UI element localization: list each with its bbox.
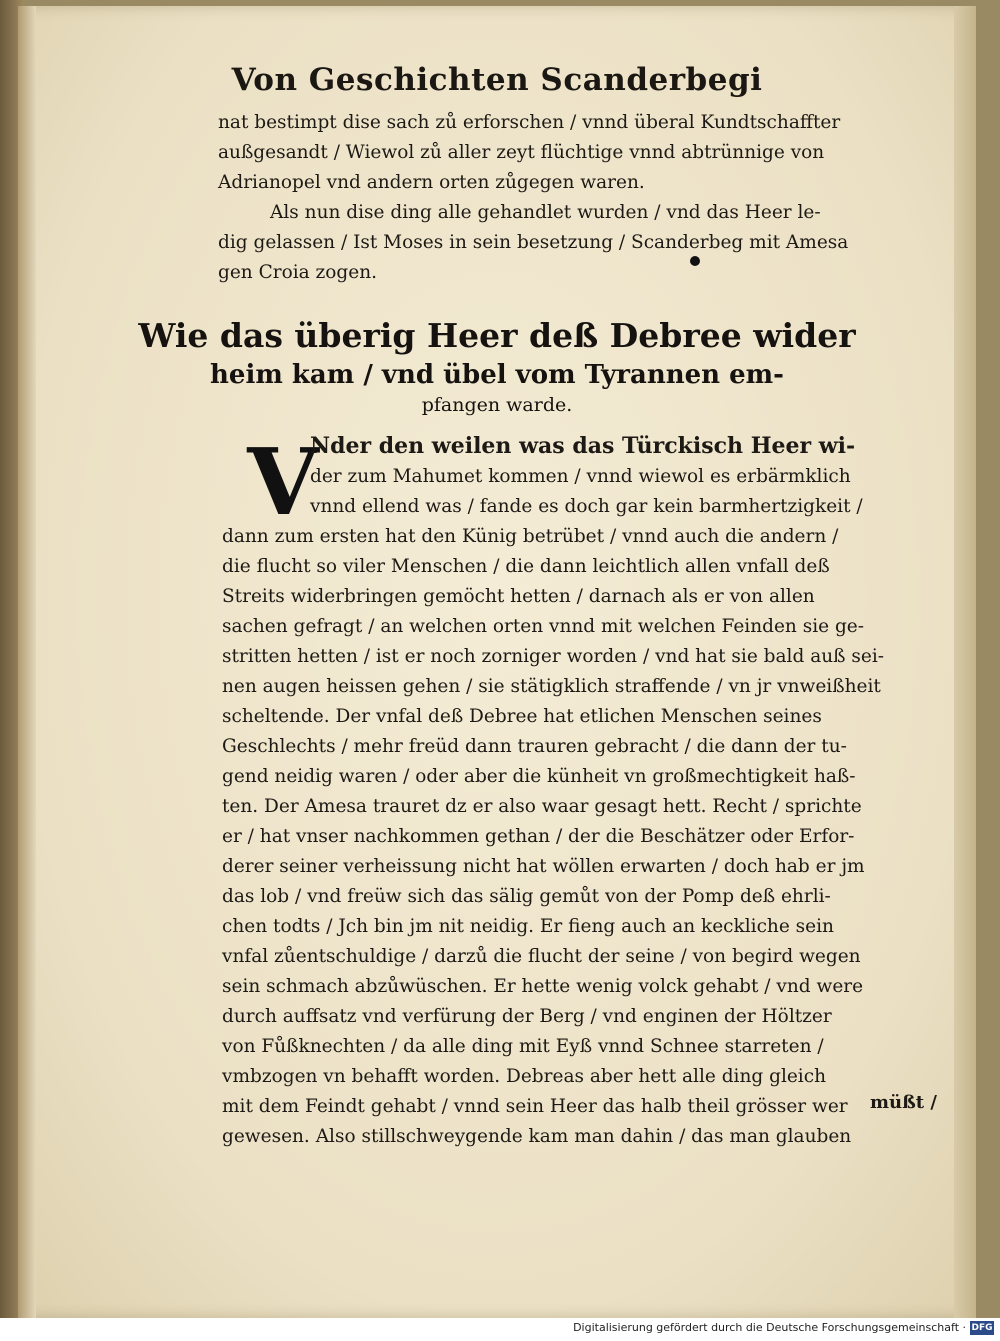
drop-cap-initial: V bbox=[247, 428, 319, 536]
text-line: sein schmach abzůwüschen. Er hette wenig volck gehabt / vnd were bbox=[222, 976, 864, 997]
text-line: nat bestimpt dise sach zů erforschen / vnnd überal Kundtschaffter bbox=[218, 112, 841, 133]
text-line: ten. Der Amesa trauret dz er also waar gesagt hett. Recht / sprichte bbox=[222, 796, 862, 817]
text-line: vmbzogen vn behafft worden. Debreas aber hett alle ding gleich bbox=[222, 1066, 826, 1087]
dfg-logo: DFG bbox=[971, 1323, 993, 1333]
text-line: das lob / vnd freüw sich das sälig gemůt von der Pomp deß ehrli- bbox=[222, 886, 831, 907]
text-line-first: Nder den weilen was das Türckisch Heer wi- bbox=[310, 433, 856, 459]
text-line: nen augen heissen gehen / sie stätigklich straffende / vn jr vnweißheit bbox=[222, 676, 881, 697]
text-line: dig gelassen / Ist Moses in sein besetzung / Scanderbeg mit Amesa bbox=[218, 232, 849, 253]
text-line: gen Croia zogen. bbox=[218, 262, 378, 283]
top-paragraph bbox=[218, 108, 918, 288]
heading-line-3: pfangen warde. bbox=[421, 394, 573, 416]
text-line: mit dem Feindt gehabt / vnnd sein Heer das halb theil grösser wer bbox=[222, 1096, 848, 1117]
page-edge bbox=[954, 6, 976, 1318]
funding-credit: Digitalisierung gefördert durch die Deutsche Forschungsgemeinschaft · bbox=[573, 1321, 966, 1334]
page-gutter bbox=[18, 6, 36, 1318]
chapter-heading bbox=[18, 314, 976, 418]
text-line: gewesen. Also stillschweygende kam man dahin / das man glauben bbox=[222, 1126, 852, 1147]
text-line: Adrianopel vnd andern orten zůgegen waren. bbox=[218, 172, 645, 193]
heading-line-2: heim kam / vnd übel vom Tyrannen em- bbox=[210, 360, 784, 390]
text-line: derer seiner verheissung nicht hat wöllen erwarten / doch hab er jm bbox=[222, 856, 865, 877]
text-line: Streits widerbringen gemöcht hetten / darnach als er von allen bbox=[222, 586, 815, 607]
text-line: vnnd ellend was / fande es doch gar kein barmhertzigkeit / bbox=[310, 496, 863, 517]
text-line: vnfal zůentschuldige / darzů die flucht der seine / von begird wegen bbox=[222, 946, 861, 967]
text-line: er / hat vnser nachkommen gethan / der die Beschätzer oder Erfor- bbox=[222, 826, 855, 847]
text-line: die flucht so viler Menschen / die dann leichtlich allen vnfall deß bbox=[222, 556, 830, 577]
text-line: Als nun dise ding alle gehandlet wurden / vnd das Heer le- bbox=[270, 202, 821, 223]
text-line: der zum Mahumet kommen / vnnd wiewol es erbärmklich bbox=[310, 466, 851, 487]
text-line: von Fůßknechten / da alle ding mit Eyß vnnd Schnee starreten / bbox=[222, 1036, 824, 1057]
text-line: dann zum ersten hat den Künig betrübet / vnnd auch die andern / bbox=[222, 526, 839, 547]
text-line: scheltende. Der vnfal deß Debree hat etlichen Menschen seines bbox=[222, 706, 822, 727]
text-line: durch auffsatz vnd verfürung der Berg / vnd enginen der Höltzer bbox=[222, 1006, 832, 1027]
heading-line-1: Wie das überig Heer deß Debree wider bbox=[138, 316, 856, 355]
body-paragraph bbox=[222, 428, 922, 1152]
running-head: Von Geschichten Scanderbegi bbox=[231, 62, 763, 98]
catchword: müßt / bbox=[870, 1092, 937, 1113]
text-line: chen todts / Jch bin jm nit neidig. Er fieng auch an keckliche sein bbox=[222, 916, 834, 937]
text-line: gend neidig waren / oder aber die künheit vn großmechtigkeit haß- bbox=[222, 766, 856, 787]
text-line: sachen gefragt / an welchen orten vnnd mit welchen Feinden sie ge- bbox=[222, 616, 864, 637]
text-line: Geschlechts / mehr freüd dann trauren gebracht / die dann der tu- bbox=[222, 736, 847, 757]
text-line: außgesandt / Wiewol zů aller zeyt flüchtige vnnd abtrünnige von bbox=[218, 142, 825, 163]
text-line: stritten hetten / ist er noch zorniger worden / vnd hat sie bald auß sei- bbox=[222, 646, 884, 667]
